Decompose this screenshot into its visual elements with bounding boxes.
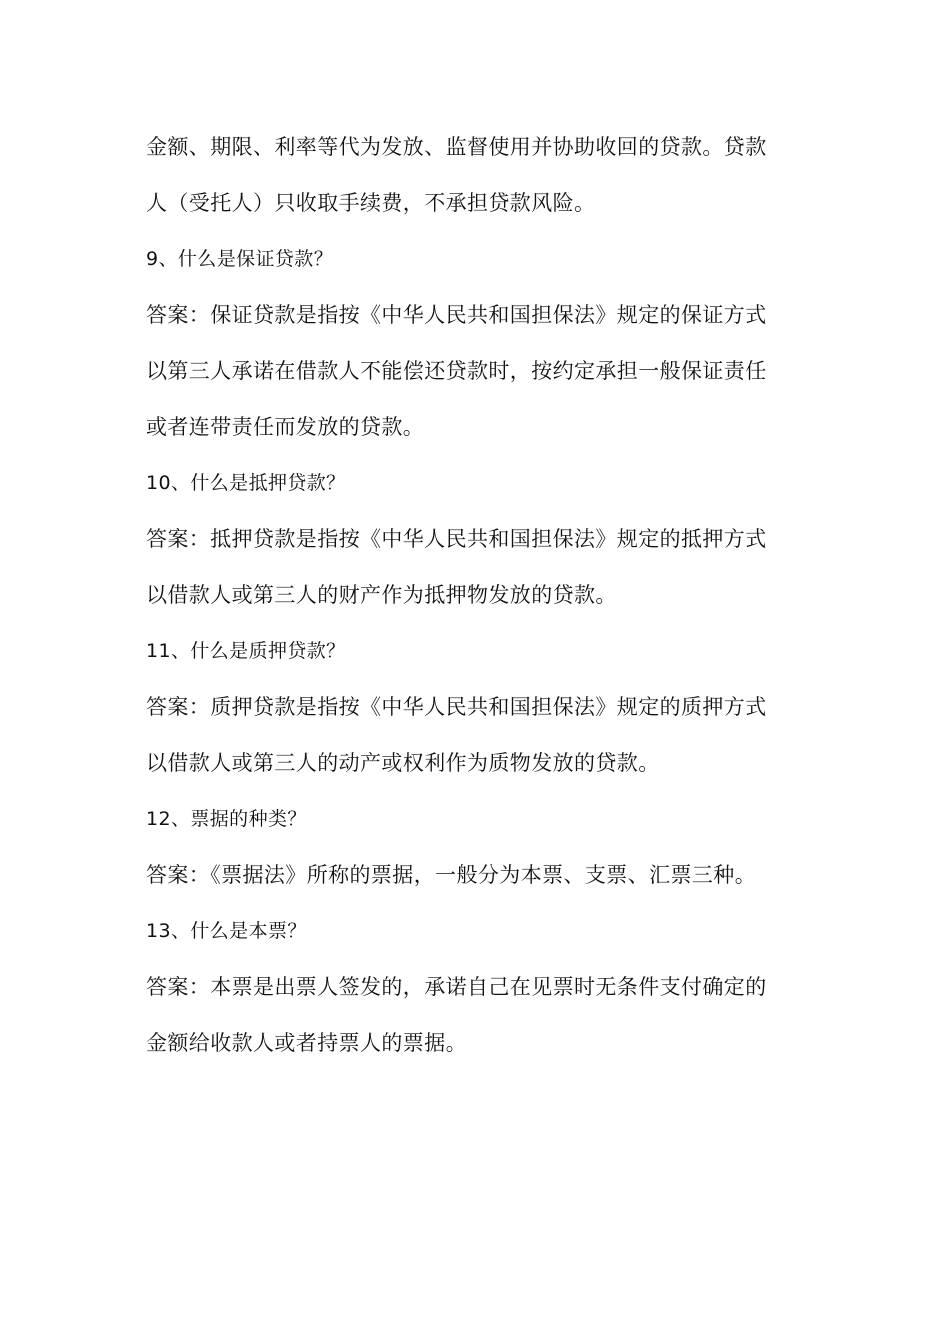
paragraph-line: 答案：保证贷款是指按《中华人民共和国担保法》规定的保证方式 <box>146 303 767 327</box>
question-paragraph <box>146 911 806 967</box>
paragraph-line: 答案：本票是出票人签发的，承诺自己在见票时无条件支付确定的 <box>146 975 767 999</box>
answer-paragraph <box>146 295 806 463</box>
answer-paragraph <box>146 519 806 631</box>
question-paragraph <box>146 463 806 519</box>
question-paragraph <box>146 631 806 687</box>
paragraph-line: 答案：质押贷款是指按《中华人民共和国担保法》规定的质押方式 <box>146 695 767 719</box>
question-paragraph <box>146 799 806 855</box>
answer-paragraph <box>146 687 806 799</box>
question-text: 9、什么是保证贷款？ <box>146 248 334 270</box>
document-body <box>146 127 806 1079</box>
paragraph-line: 以借款人或第三人的动产或权利作为质物发放的贷款。 <box>146 751 660 775</box>
paragraph-line: 以第三人承诺在借款人不能偿还贷款时，按约定承担一般保证责任 <box>146 359 767 383</box>
question-text: 12、票据的种类？ <box>146 808 307 830</box>
paragraph-line: 答案：《票据法》所称的票据，一般分为本票、支票、汇票三种。 <box>146 863 757 887</box>
paragraph-line: 或者连带责任而发放的贷款。 <box>146 415 425 439</box>
question-text: 13、什么是本票？ <box>146 920 307 942</box>
paragraph-line: 金额给收款人或者持票人的票据。 <box>146 1031 467 1055</box>
paragraph-line: 人（受托人）只收取手续费，不承担贷款风险。 <box>146 191 596 215</box>
question-text: 10、什么是抵押贷款？ <box>146 472 346 494</box>
answer-paragraph <box>146 127 806 239</box>
paragraph-line: 答案：抵押贷款是指按《中华人民共和国担保法》规定的抵押方式 <box>146 527 767 551</box>
question-paragraph <box>146 239 806 295</box>
question-text: 11、什么是质押贷款？ <box>146 640 346 662</box>
answer-paragraph <box>146 967 806 1079</box>
paragraph-line: 以借款人或第三人的财产作为抵押物发放的贷款。 <box>146 583 617 607</box>
answer-paragraph <box>146 855 806 911</box>
paragraph-line: 金额、期限、利率等代为发放、监督使用并协助收回的贷款。贷款 <box>146 135 767 159</box>
